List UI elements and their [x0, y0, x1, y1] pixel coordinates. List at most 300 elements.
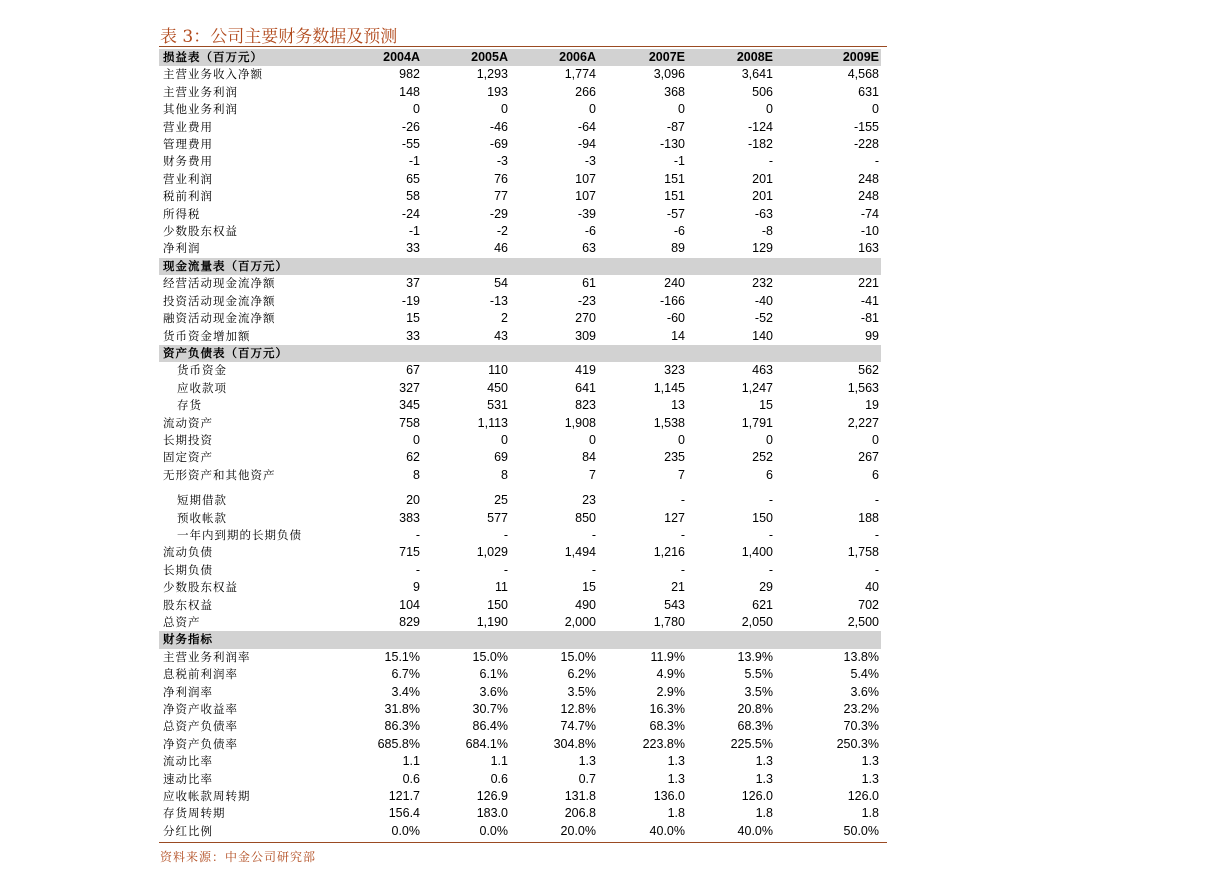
value-cell: 1.8: [667, 806, 685, 821]
value-cell: 0: [766, 432, 773, 447]
value-cell: 183.0: [476, 806, 508, 821]
table-row: [159, 736, 881, 753]
value-cell: 193: [487, 84, 508, 99]
section-header-cell: [510, 258, 598, 275]
value-cell: -: [680, 493, 685, 508]
row-label: 存货: [177, 398, 202, 413]
value-cell: 77: [494, 189, 508, 204]
value-cell: 1.8: [861, 806, 879, 821]
value-cell: 1.3: [755, 771, 773, 786]
value-cell: 270: [575, 311, 596, 326]
value-cell: 151: [664, 171, 685, 186]
table-row: [159, 597, 881, 614]
value-cell: 1,190: [476, 615, 508, 629]
value-cell: -: [768, 154, 773, 169]
value-cell: 33: [406, 328, 420, 343]
value-cell: -: [768, 527, 773, 542]
row-label: 管理费用: [163, 137, 213, 152]
table-row: [159, 614, 881, 631]
value-cell: 150: [752, 510, 773, 525]
value-cell: -13: [489, 293, 508, 308]
value-cell: 3,096: [653, 67, 685, 82]
table-row: [159, 527, 881, 544]
value-cell: 6: [872, 467, 879, 482]
value-cell: -74: [860, 206, 879, 221]
value-cell: 506: [752, 84, 773, 99]
value-cell: 151: [664, 189, 685, 204]
value-cell: -166: [659, 293, 685, 308]
value-cell: -52: [754, 311, 773, 326]
value-cell: -: [415, 562, 420, 577]
section-header-cell: [598, 345, 687, 362]
section-header-row: [159, 631, 881, 648]
value-cell: 19: [865, 398, 879, 413]
row-label: 主营业务利润率: [163, 649, 251, 664]
value-cell: 3.6%: [479, 684, 508, 699]
table-row: [159, 415, 881, 432]
section-header-row: [159, 345, 881, 362]
value-cell: 8: [413, 467, 420, 482]
table-row: [159, 805, 881, 822]
table-row: [159, 397, 881, 414]
value-cell: -23: [577, 293, 596, 308]
table-row: [159, 171, 881, 188]
row-label: 货币资金: [177, 363, 227, 378]
value-cell: 0: [413, 102, 420, 117]
value-cell: -60: [666, 311, 685, 326]
row-label: 其他业务利润: [163, 102, 238, 117]
table-row: [159, 153, 881, 170]
value-cell: 21: [671, 580, 685, 595]
table-row: [159, 823, 881, 840]
value-cell: -: [503, 527, 508, 542]
value-cell: 54: [494, 276, 508, 291]
value-cell: -: [874, 562, 879, 577]
row-label: 所得税: [163, 206, 201, 221]
value-cell: -57: [666, 206, 685, 221]
value-cell: 23: [582, 493, 596, 508]
value-cell: -55: [401, 137, 420, 152]
value-cell: 15.0%: [472, 649, 508, 664]
value-cell: 383: [399, 510, 420, 525]
table-row: [159, 362, 881, 379]
value-cell: 1,400: [741, 545, 773, 560]
year-column-header: 2006A: [510, 49, 598, 66]
value-cell: 5.4%: [850, 667, 879, 682]
row-label: 主营业务利润: [163, 84, 238, 99]
value-cell: 267: [858, 450, 879, 465]
value-cell: -: [768, 562, 773, 577]
value-cell: 99: [865, 328, 879, 343]
row-label: 货币资金增加额: [163, 328, 251, 343]
row-label: 股东权益: [163, 597, 213, 612]
year-column-header: 2007E: [598, 49, 687, 66]
value-cell: -: [874, 154, 879, 169]
value-cell: -1: [673, 154, 685, 169]
value-cell: 15: [582, 580, 596, 595]
row-label: 总资产负债率: [163, 719, 238, 734]
value-cell: 1,216: [653, 545, 685, 560]
table-row: [159, 467, 881, 484]
value-cell: 156.4: [388, 806, 420, 821]
table-row: [159, 328, 881, 345]
value-cell: 0.7: [578, 771, 596, 786]
value-cell: 2,050: [741, 615, 773, 629]
value-cell: 67: [406, 363, 420, 378]
value-cell: 221: [858, 276, 879, 291]
value-cell: 1.3: [755, 754, 773, 769]
value-cell: 12.8%: [560, 702, 596, 717]
value-cell: 0.6: [402, 771, 420, 786]
value-cell: 107: [575, 171, 596, 186]
value-cell: 631: [858, 84, 879, 99]
section-header-row: [159, 49, 881, 66]
row-label: 存货周转期: [163, 806, 226, 821]
value-cell: 823: [575, 398, 596, 413]
value-cell: 7: [589, 467, 596, 482]
row-label: 流动负债: [163, 545, 213, 560]
value-cell: 248: [858, 171, 879, 186]
value-cell: 16.3%: [649, 702, 685, 717]
value-cell: 304.8%: [553, 736, 596, 751]
value-cell: -: [503, 562, 508, 577]
section-header-cell: [598, 631, 687, 648]
value-cell: 15.0%: [560, 649, 596, 664]
table-row: [159, 510, 881, 527]
row-label: 税前利润: [163, 189, 213, 204]
row-label: 一年内到期的长期负债: [177, 527, 302, 542]
value-cell: 702: [858, 597, 879, 612]
value-cell: 68.3%: [737, 719, 773, 734]
year-column-header: 2008E: [687, 49, 775, 66]
table-row: [159, 562, 881, 579]
value-cell: 0: [501, 432, 508, 447]
value-cell: 1,758: [847, 545, 879, 560]
value-cell: 3.6%: [850, 684, 879, 699]
value-cell: 0: [589, 102, 596, 117]
value-cell: 104: [399, 597, 420, 612]
value-cell: 5.5%: [744, 667, 773, 682]
value-cell: 266: [575, 84, 596, 99]
value-cell: 1,563: [847, 380, 879, 395]
value-cell: 6.1%: [479, 667, 508, 682]
value-cell: 0: [678, 432, 685, 447]
value-cell: 223.8%: [642, 736, 685, 751]
row-label: 分红比例: [163, 823, 213, 838]
value-cell: 0: [501, 102, 508, 117]
value-cell: 0.6: [490, 771, 508, 786]
value-cell: 63: [582, 241, 596, 256]
row-label: 固定资产: [163, 450, 213, 465]
value-cell: 4.9%: [656, 667, 685, 682]
value-cell: 0: [766, 102, 773, 117]
row-label: 长期负债: [163, 562, 213, 577]
row-label: 少数股东权益: [163, 224, 238, 239]
value-cell: 110: [488, 363, 508, 378]
value-cell: 309: [575, 328, 596, 343]
value-cell: 368: [664, 84, 685, 99]
section-title: 损益表（百万元）: [159, 49, 349, 66]
value-cell: 531: [487, 398, 508, 413]
financial-table: [159, 49, 881, 840]
row-label: 流动比率: [163, 754, 213, 769]
value-cell: 0: [413, 432, 420, 447]
value-cell: 3.5%: [567, 684, 596, 699]
value-cell: 1,494: [564, 545, 596, 560]
table-row: [159, 240, 881, 257]
value-cell: 1.3: [667, 771, 685, 786]
table-row: [159, 101, 881, 118]
row-label: 长期投资: [163, 432, 213, 447]
table-row: [159, 544, 881, 561]
row-label: 营业利润: [163, 171, 213, 186]
value-cell: 1,780: [653, 615, 685, 629]
value-cell: -130: [659, 137, 685, 152]
value-cell: 23.2%: [843, 702, 879, 717]
value-cell: 1.3: [861, 754, 879, 769]
year-column-header: 2005A: [422, 49, 510, 66]
section-header-cell: [349, 258, 422, 275]
value-cell: -155: [853, 119, 879, 134]
value-cell: 2,227: [847, 415, 879, 430]
value-cell: 3.4%: [391, 684, 420, 699]
value-cell: 206.8: [564, 806, 596, 821]
value-cell: -19: [401, 293, 420, 308]
value-cell: 25: [494, 493, 508, 508]
value-cell: 136.0: [653, 789, 685, 804]
value-cell: -8: [761, 224, 773, 239]
value-cell: 13: [671, 398, 685, 413]
row-label: 经营活动现金流净额: [163, 276, 276, 291]
value-cell: 58: [406, 189, 420, 204]
value-cell: -6: [673, 224, 685, 239]
value-cell: 11: [495, 580, 508, 595]
value-cell: 148: [399, 84, 420, 99]
value-cell: 684.1%: [465, 736, 508, 751]
row-label: 融资活动现金流净额: [163, 311, 276, 326]
value-cell: 40.0%: [649, 823, 685, 838]
value-cell: -63: [754, 206, 773, 221]
value-cell: 6.2%: [567, 667, 596, 682]
section-header-cell: [349, 345, 422, 362]
row-label: 财务费用: [163, 154, 213, 169]
row-label: 无形资产和其他资产: [163, 467, 276, 482]
row-label: 净资产负债率: [163, 736, 238, 751]
table-row: [159, 223, 881, 240]
value-cell: 0: [678, 102, 685, 117]
value-cell: 62: [406, 450, 420, 465]
year-column-header: 2004A: [349, 49, 422, 66]
value-cell: 15: [406, 311, 420, 326]
value-cell: -1: [408, 224, 420, 239]
value-cell: -124: [747, 119, 773, 134]
value-cell: 1.3: [861, 771, 879, 786]
section-header-cell: [775, 631, 881, 648]
value-cell: 140: [752, 328, 773, 343]
value-cell: 6: [766, 467, 773, 482]
value-cell: 2: [501, 311, 508, 326]
section-header-cell: [687, 345, 775, 362]
value-cell: 65: [406, 171, 420, 186]
value-cell: 419: [575, 363, 596, 378]
section-title: 现金流量表（百万元）: [159, 258, 349, 275]
value-cell: 982: [399, 67, 420, 82]
spacer-cell: [159, 484, 881, 492]
row-label: 营业费用: [163, 119, 213, 134]
value-cell: 1.1: [490, 754, 508, 769]
value-cell: 562: [858, 363, 879, 378]
value-cell: 89: [671, 241, 685, 256]
value-cell: 1,293: [476, 67, 508, 82]
value-cell: -94: [577, 137, 596, 152]
value-cell: 1,908: [564, 415, 596, 430]
table-row: [159, 66, 881, 83]
value-cell: 11.9%: [650, 649, 685, 664]
value-cell: 829: [399, 615, 420, 629]
value-cell: 13.9%: [737, 649, 773, 664]
table-row: [159, 771, 881, 788]
table-row: [159, 380, 881, 397]
value-cell: 463: [752, 363, 773, 378]
value-cell: -: [591, 562, 596, 577]
source-divider: [159, 842, 887, 843]
value-cell: 758: [399, 415, 420, 430]
table-row: [159, 579, 881, 596]
table-row: [159, 275, 881, 292]
value-cell: 188: [858, 510, 879, 525]
value-cell: 715: [399, 545, 420, 560]
value-cell: -3: [584, 154, 596, 169]
table-row: [159, 666, 881, 683]
value-cell: 68.3%: [649, 719, 685, 734]
value-cell: 201: [752, 171, 773, 186]
section-header-cell: [775, 258, 881, 275]
section-title: 财务指标: [159, 631, 349, 648]
value-cell: -3: [496, 154, 508, 169]
year-column-header: 2009E: [775, 49, 881, 66]
table-row: [159, 136, 881, 153]
table-row: [159, 206, 881, 223]
value-cell: 225.5%: [730, 736, 773, 751]
value-cell: 69: [494, 450, 508, 465]
value-cell: 14: [671, 328, 685, 343]
financial-table-body: [159, 49, 881, 840]
value-cell: 201: [752, 189, 773, 204]
value-cell: -: [874, 527, 879, 542]
value-cell: 131.8: [564, 789, 596, 804]
table-row: [159, 788, 881, 805]
value-cell: 0: [872, 432, 879, 447]
source-note: 资料来源：中金公司研究部: [160, 850, 317, 864]
value-cell: -81: [860, 311, 879, 326]
value-cell: 235: [664, 450, 685, 465]
value-cell: 0.0%: [391, 823, 420, 838]
table-row: [159, 684, 881, 701]
value-cell: 4,568: [847, 67, 879, 82]
value-cell: 121.7: [388, 789, 420, 804]
value-cell: -2: [496, 224, 508, 239]
value-cell: -182: [747, 137, 773, 152]
value-cell: 126.0: [847, 789, 879, 804]
row-label: 总资产: [163, 615, 201, 629]
value-cell: 40: [865, 580, 879, 595]
value-cell: 7: [678, 467, 685, 482]
row-label: 预收帐款: [177, 510, 227, 525]
value-cell: -: [874, 493, 879, 508]
value-cell: 621: [752, 597, 773, 612]
value-cell: 0: [872, 102, 879, 117]
table-row: [159, 293, 881, 310]
value-cell: 1,029: [476, 545, 508, 560]
value-cell: 150: [487, 597, 508, 612]
row-label: 净利润: [163, 241, 201, 256]
value-cell: 1.1: [402, 754, 420, 769]
row-label: 应收帐款周转期: [163, 789, 251, 804]
title-divider: [159, 46, 887, 47]
value-cell: 3,641: [741, 67, 773, 82]
value-cell: 15.1%: [384, 649, 420, 664]
section-header-cell: [422, 631, 510, 648]
row-label: 投资活动现金流净额: [163, 293, 276, 308]
spacer-row: [159, 484, 881, 492]
value-cell: 252: [752, 450, 773, 465]
table-row: [159, 188, 881, 205]
value-cell: -41: [860, 293, 879, 308]
table-row: [159, 84, 881, 101]
value-cell: 163: [858, 241, 879, 256]
value-cell: 86.3%: [384, 719, 420, 734]
value-cell: -: [680, 562, 685, 577]
value-cell: 641: [575, 380, 596, 395]
value-cell: 126.9: [476, 789, 508, 804]
section-header-cell: [775, 345, 881, 362]
value-cell: 74.7%: [560, 719, 596, 734]
value-cell: 86.4%: [472, 719, 508, 734]
value-cell: 1,145: [653, 380, 685, 395]
section-header-cell: [349, 631, 422, 648]
value-cell: 1,247: [741, 380, 773, 395]
value-cell: 1,538: [653, 415, 685, 430]
value-cell: 50.0%: [843, 823, 879, 838]
value-cell: -29: [489, 206, 508, 221]
value-cell: 450: [487, 380, 508, 395]
table-row: [159, 432, 881, 449]
row-label: 流动资产: [163, 415, 213, 430]
value-cell: 323: [664, 363, 685, 378]
value-cell: 248: [858, 189, 879, 204]
section-title: 资产负债表（百万元）: [159, 345, 349, 362]
value-cell: -64: [577, 119, 596, 134]
table-row: [159, 119, 881, 136]
value-cell: 1.3: [667, 754, 685, 769]
value-cell: 240: [664, 276, 685, 291]
value-cell: 3.5%: [744, 684, 773, 699]
section-header-cell: [422, 345, 510, 362]
value-cell: 46: [494, 241, 508, 256]
value-cell: -40: [754, 293, 773, 308]
value-cell: -69: [489, 137, 508, 152]
value-cell: 327: [399, 380, 420, 395]
row-label: 短期借款: [177, 493, 227, 508]
value-cell: -228: [853, 137, 879, 152]
value-cell: 20.8%: [737, 702, 773, 717]
value-cell: 2,000: [564, 615, 596, 629]
table-row: [159, 718, 881, 735]
section-header-cell: [422, 258, 510, 275]
value-cell: 29: [759, 580, 773, 595]
value-cell: 126.0: [741, 789, 773, 804]
value-cell: 1.8: [755, 806, 773, 821]
